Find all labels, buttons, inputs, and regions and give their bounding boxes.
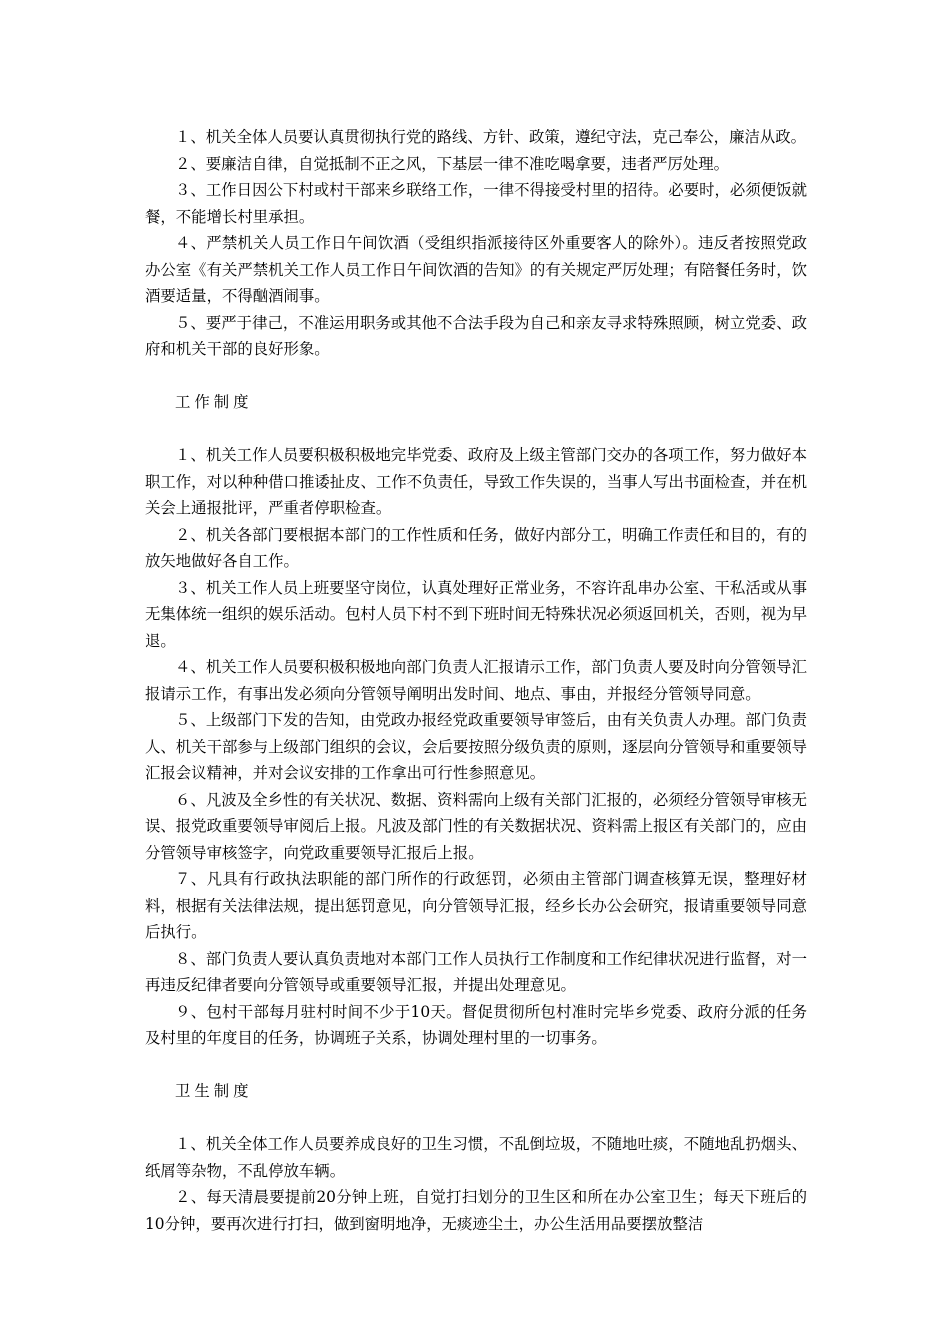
- spacer: [145, 416, 807, 443]
- hygiene-rule-item-2: ２、每天清晨要提前20分钟上班，自觉打扫划分的卫生区和所在办公室卫生；每天下班后的10分钟，要再次进行打扫，做到窗明地净，无痰迹尘土，办公生活用品要摆放整洁: [145, 1188, 807, 1233]
- work-rule-item-6: ６、凡波及全乡性的有关状况、数据、资料需向上级有关部门汇报的，必须经分管领导审核无误、报党政重要领导审阅后上报。凡波及部门性的有关数据状况、资料需上报区有关部门的，应由分管领导审核签字，向党政重要领导汇报后上报。: [145, 790, 807, 862]
- discipline-item-1: １、机关全体人员要认真贯彻执行党的路线、方针、政策，遵纪守法，克己奉公，廉洁从政。: [175, 128, 807, 146]
- spacer: [145, 363, 807, 390]
- work-rule-item-1: １、机关工作人员要积极积极地完毕党委、政府及上级主管部门交办的各项工作，努力做好本职工作，对以种种借口推诿扯皮、工作不负责任，导致工作失误的，当事人写出书面检查，并在机关会上通报批评，严重者停职检查。: [145, 446, 807, 517]
- work-rules-section: [145, 442, 807, 1052]
- work-rule-item-5: ５、上级部门下发的告知，由党政办报经党政重要领导审签后，由有关负责人办理。部门负责人、机关干部参与上级部门组织的会议，会后要按照分级负责的原则，逐层向分管领导和重要领导汇报会议精神，并对会议安排的工作拿出可行性参照意见。: [145, 711, 807, 782]
- work-rule-item-9: ９、包村干部每月驻村时间不少于10天。督促贯彻所包村准时完毕乡党委、政府分派的任务及村里的年度目的任务，协调班子关系，协调处理村里的一切事务。: [145, 1002, 807, 1047]
- discipline-item-4: ４、严禁机关人员工作日午间饮酒（受组织指派接待区外重要客人的除外）。违反者按照党政办公室《有关严禁机关工作人员工作日午间饮酒的告知》的有关规定严厉处理；有陪餐任务时，饮酒要适量，不得酗酒闹事。: [145, 234, 807, 305]
- work-rule-item-7: ７、凡具有行政执法职能的部门所作的行政惩罚，必须由主管部门调查核算无误，整理好材料，根据有关法律法规，提出惩罚意见，向分管领导汇报，经乡长办公会研究，报请重要领导同意后执行。: [145, 870, 807, 941]
- work-rule-item-8: ８、部门负责人要认真负责地对本部门工作人员执行工作制度和工作纪律状况进行监督，对一再违反纪律者要向分管领导或重要领导汇报，并提出处理意见。: [145, 949, 807, 994]
- spacer: [145, 1105, 807, 1132]
- work-rule-item-4: ４、机关工作人员要积极积极地向部门负责人汇报请示工作，部门负责人要及时向分管领导汇报请示工作，有事出发必须向分管领导阐明出发时间、地点、事由，并报经分管领导同意。: [145, 658, 807, 703]
- discipline-item-3: ３、工作日因公下村或村干部来乡联络工作，一律不得接受村里的招待。必要时，必须便饭就餐，不能增长村里承担。: [145, 181, 807, 226]
- document-page: [145, 124, 807, 1237]
- work-rule-item-3: ３、机关工作人员上班要坚守岗位，认真处理好正常业务，不容许乱串办公室、干私活或从事无集体统一组织的娱乐活动。包村人员下村不到下班时间无特殊状况必须返回机关，否则，视为早退。: [145, 578, 807, 650]
- work-rules-heading: 工作制度: [175, 393, 253, 411]
- hygiene-rules-heading: 卫生制度: [175, 1082, 253, 1100]
- hygiene-rule-item-1: １、机关全体工作人员要养成良好的卫生习惯，不乱倒垃圾，不随地吐痰，不随地乱扔烟头、纸屑等杂物，不乱停放车辆。: [145, 1135, 807, 1180]
- discipline-item-2: ２、要廉洁自律，自觉抵制不正之风，下基层一律不准吃喝拿要，违者严厉处理。: [175, 154, 730, 173]
- discipline-section: [145, 124, 807, 363]
- work-rule-item-2: ２、机关各部门要根据本部门的工作性质和任务，做好内部分工，明确工作责任和目的，有的放矢地做好各自工作。: [145, 525, 807, 570]
- hygiene-rules-section: [145, 1131, 807, 1237]
- discipline-item-5: ５、要严于律己，不准运用职务或其他不合法手段为自己和亲友寻求特殊照顾，树立党委、政府和机关干部的良好形象。: [145, 313, 807, 358]
- spacer: [145, 1052, 807, 1079]
